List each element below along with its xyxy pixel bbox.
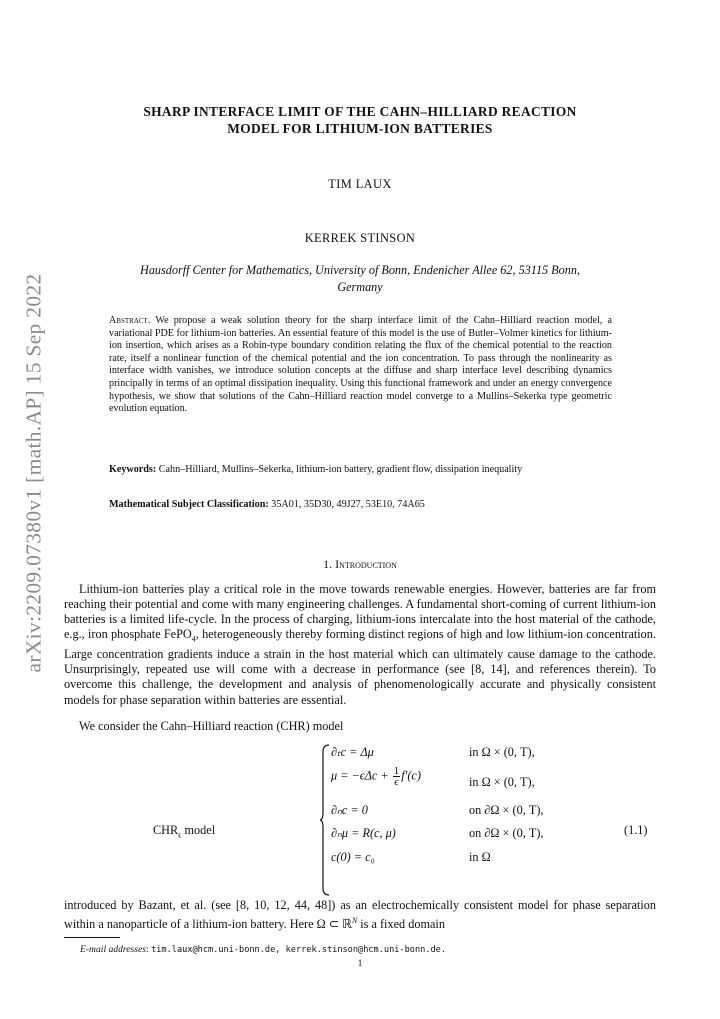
- equation-row-2: [331, 766, 421, 787]
- msc-codes: 35A01, 35D30, 49J27, 53E10, 74A65: [271, 499, 425, 510]
- footnote: E-mail addresses: tim.laux@hcm.uni-bonn.de, kerrek.stinson@hcm.uni-bonn.de.: [80, 944, 446, 955]
- author-1: TIM LAUX: [328, 177, 392, 191]
- abstract-label: Abstract.: [109, 315, 151, 326]
- equation-label-suffix: model: [181, 823, 216, 837]
- affiliation-line-1: Hausdorff Center for Mathematics, University of Bonn, Endenicher Allee 62, 53115 Bonn,: [140, 263, 580, 277]
- abstract-text: We propose a weak solution theory for the sharp interface limit of the Cahn–Hilliard reaction model, a variational PDE for lithium-ion batteries. An essential feature of this model is the use of Butler–Volmer kinetics for lithium-ion insertion, which arises as a Robin-type boundary condition relating the flux of the chemical potential to the reaction rate, itself a nonlinear function of the chemical potential and the ion concentration. To pass through the nonlinearity as interface width vanishes, we introduce solution concepts at the diffuse and sharp interface level describing dynamics principally in terms of an optimal dissipation inequality. Using this functional framework and under an energy convergence hypothesis, we show that solutions of the Cahn–Hilliard reaction model converge to a Mullins–Sekerka type geometric evolution equation.: [109, 315, 612, 415]
- equation-row-2-b: f′(c): [401, 768, 421, 783]
- fraction-denominator: ϵ: [394, 776, 399, 788]
- msc-classification: [109, 499, 612, 512]
- keywords: [109, 464, 612, 477]
- equation-row-2-a: μ = −ϵΔc +: [331, 768, 392, 783]
- abstract: [109, 315, 612, 416]
- equation-label-text: CHR: [153, 823, 179, 837]
- equation-row-1: ∂ₜc = Δμ: [331, 745, 374, 759]
- affiliation-line-2: Germany: [337, 280, 383, 294]
- msc-label: Mathematical Subject Classification:: [109, 499, 269, 510]
- footnote-rule: [64, 937, 120, 938]
- keywords-label: Keywords:: [109, 464, 157, 475]
- author-2: KERREK STINSON: [304, 231, 416, 245]
- equation-domain-3: on ∂Ω × (0, T),: [469, 803, 544, 817]
- arxiv-sidebar-stamp: [14, 275, 54, 670]
- footnote-label: E-mail addresses: [80, 944, 146, 955]
- equation-row-3: ∂ₙc = 0: [331, 803, 368, 817]
- equation-row-4: ∂ₙμ = R(c, μ): [331, 826, 396, 840]
- intro-paragraph-3: [64, 898, 656, 932]
- paper-title: [64, 103, 656, 137]
- intro-para3-end: is a fixed domain: [357, 917, 445, 932]
- intro-text-b: , heterogeneously thereby forming distinct regions of high and low lithium-ion concentration. Large concentration gradients induce a strain in the host material which can ultimately cause damage to the cathode. Unsurprisingly, repeated use will come with a decrease in performance (see [8, 14], and references therein). To overcome this challenge, the development and analysis of phenomenologically accurate and physically consistent models for phase separation within batteries are essential.: [64, 627, 656, 707]
- equation-brace: [320, 744, 330, 896]
- footnote-emails: tim.laux@hcm.uni-bonn.de, kerrek.stinson@hcm.uni-bonn.de.: [151, 945, 446, 955]
- intro-para3-sup: N: [351, 916, 358, 926]
- equation-row-5: c(0) = c₀: [331, 850, 375, 864]
- intro-text-a: Lithium-ion batteries play a critical role in the move towards renewable energies. However, batteries are far from reaching their potential and come with many engineering challenges. A fundamental short-coming of current lithium-ion batteries is a limited life-cycle. In the process of charging, lithium-ions intercalate into the host material of the cathode, e.g., iron phosphate FePO: [64, 582, 656, 642]
- equation-domain-4: on ∂Ω × (0, T),: [469, 826, 544, 840]
- section-title: Introduction: [335, 557, 397, 571]
- title-line-2: MODEL FOR LITHIUM-ION BATTERIES: [227, 121, 493, 136]
- intro-paragraph-2: We consider the Cahn–Hilliard reaction (CHR) model: [79, 719, 344, 733]
- intro-paragraph-1: [64, 582, 656, 708]
- section-heading: [64, 557, 656, 572]
- equation-label-sub: ϵ: [178, 830, 182, 840]
- section-number: 1.: [323, 557, 333, 571]
- title-line-1: SHARP INTERFACE LIMIT OF THE CAHN–HILLIARD REACTION: [143, 104, 577, 119]
- equation-domain-5: in Ω: [469, 850, 491, 864]
- intro-subscript: 4: [191, 634, 196, 644]
- equation-label: [153, 823, 215, 839]
- equation-number: (1.1): [624, 823, 648, 837]
- arxiv-id: arXiv:2209.07380v1 [math.AP] 15 Sep 2022: [21, 273, 46, 672]
- page-number: 1: [357, 958, 363, 969]
- equation-fraction: [393, 766, 401, 787]
- intro-para3-text: introduced by Bazant, et al. (see [8, 10, 12, 44, 48]) as an electrochemically consistent model for phase separation within a nanoparticle of a lithium-ion battery. Here Ω ⊂ ℝ: [64, 898, 656, 932]
- fraction-numerator: 1: [393, 765, 400, 777]
- equation-domain-2: in Ω × (0, T),: [469, 775, 535, 789]
- affiliation: [64, 262, 656, 296]
- equation-domain-1: in Ω × (0, T),: [469, 745, 535, 759]
- keywords-text: Cahn–Hilliard, Mullins–Sekerka, lithium-ion battery, gradient flow, dissipation inequality: [158, 464, 523, 475]
